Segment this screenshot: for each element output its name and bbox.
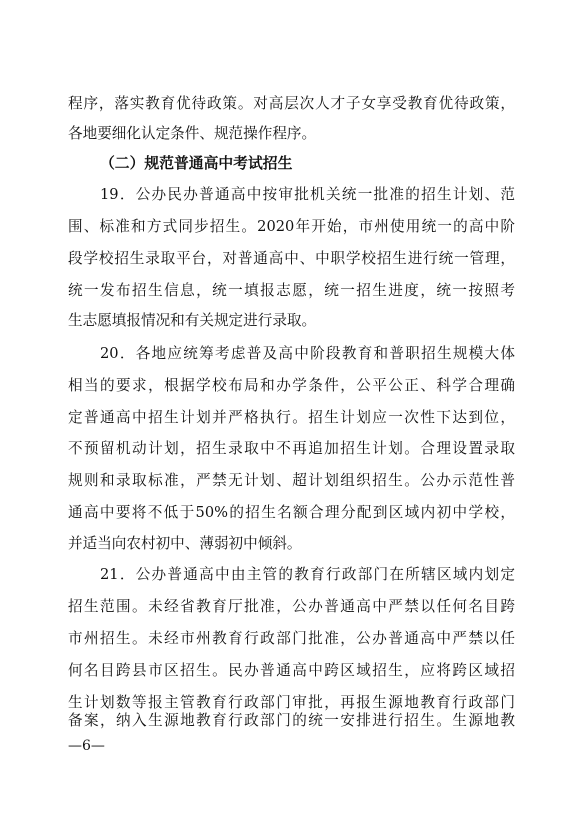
paragraph-first-line: 21．公办普通高中由主管的教育行政部门在所辖区域内划定: [100, 566, 515, 583]
body-text-line: 生计划数等报主管教育行政部门审批，再报生源地教育行政部门: [68, 694, 515, 711]
body-text-line: 何名目跨县市区招生。民办普通高中跨区域招生，应将跨区域招: [68, 662, 515, 679]
body-text-line: 招生范围。未经省教育厅批准，公办普通高中严禁以任何名目跨: [68, 598, 515, 615]
body-text-line: 市州招生。未经市州教育行政部门批准，公办普通高中严禁以任: [68, 630, 515, 647]
body-text-line: 并适当向农村初中、薄弱初中倾斜。: [68, 535, 302, 552]
body-text-line: 生志愿填报情况和有关规定进行录取。: [68, 312, 317, 329]
body-text-line: 程序，落实教育优待政策。对高层次人才子女享受教育优待政策，: [68, 95, 515, 112]
body-text-line: 各地要细化认定条件、规范操作程序。: [68, 125, 317, 142]
body-text-line: 通高中要将不低于50%的招生名额合理分配到区域内初中学校，: [68, 504, 515, 521]
body-text-line: 定普通高中招生计划并严格执行。招生计划应一次性下达到位，: [68, 409, 515, 426]
body-text-line: 相当的要求，根据学校布局和办学条件，公平公正、科学合理确: [68, 377, 515, 394]
paragraph-first-line: 19．公办民办普通高中按审批机关统一批准的招生计划、范: [100, 186, 515, 203]
body-text-line: 备案，纳入生源地教育行政部门的统一安排进行招生。生源地教: [68, 712, 515, 729]
body-text-line: 不预留机动计划，招生录取中不再追加招生计划。合理设置录取: [68, 440, 515, 457]
body-text-line: 段学校招生录取平台，对普通高中、中职学校招生进行统一管理，: [68, 250, 515, 267]
body-text-line: 统一发布招生信息，统一填报志愿，统一招生进度，统一按照考: [68, 282, 515, 299]
body-text-line: 规则和录取标准，严禁无计划、超计划组织招生。公办示范性普: [68, 472, 515, 489]
page-number: —6—: [68, 738, 105, 754]
paragraph-first-line: 20．各地应统筹考虑普及高中阶段教育和普职招生规模大体: [100, 345, 515, 362]
section-heading: （二）规范普通高中考试招生: [100, 155, 293, 172]
body-text-line: 围、标准和方式同步招生。2020年开始，市州使用统一的高中阶: [68, 218, 515, 235]
